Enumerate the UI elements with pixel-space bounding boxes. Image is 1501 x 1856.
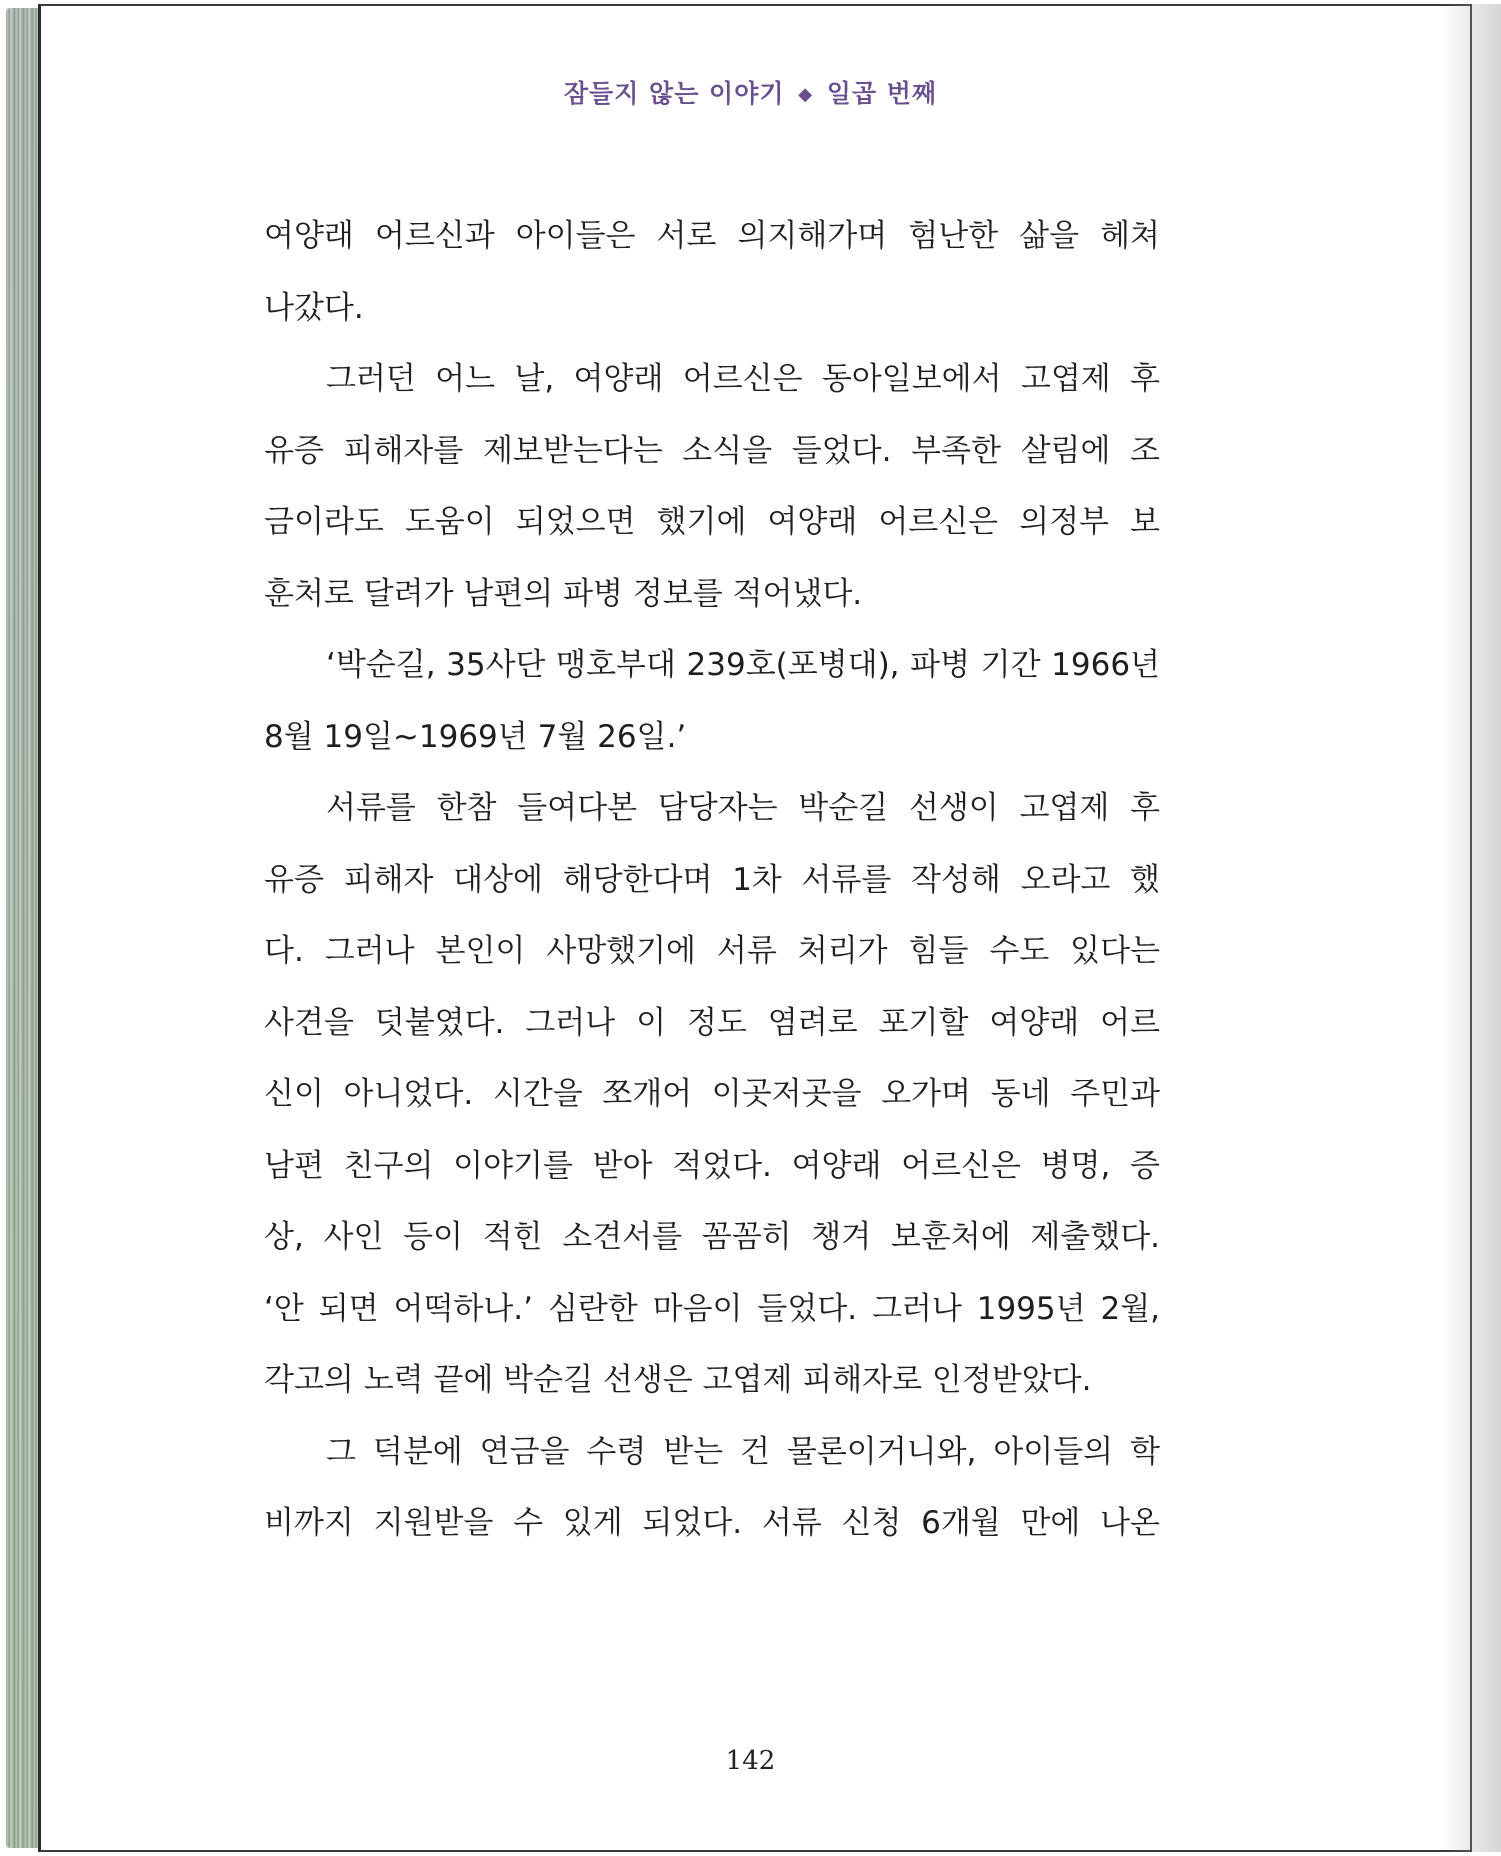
text-line: 상, 사인 등이 적힌 소견서를 꼼꼼히 챙겨 보훈처에 제출했다.	[264, 1219, 1160, 1255]
running-head	[0, 74, 1501, 110]
text-line: 비까지 지원받을 수 있게 되었다. 서류 신청 6개월 만에 나온	[264, 1505, 1160, 1541]
body-text	[264, 206, 1160, 1565]
text-line: 8월 19일~1969년 7월 26일.’	[264, 718, 687, 755]
text-line: 여양래 어르신과 아이들은 서로 의지해가며 험난한 삶을 헤쳐	[264, 218, 1160, 254]
text-line: 각고의 노력 끝에 박순길 선생은 고엽제 피해자로 인정받았다.	[264, 1362, 1092, 1398]
text-line: ‘박순길, 35사단 맹호부대 239호(포병대), 파병 기간 1966년	[326, 647, 1160, 683]
text-line: 유증 피해자를 제보받는다는 소식을 들었다. 부족한 살림에 조	[264, 432, 1160, 469]
text-line: 훈처로 달려가 남편의 파병 정보를 적어냈다.	[264, 575, 863, 612]
text-line: 신이 아니었다. 시간을 쪼개어 이곳저곳을 오가며 동네 주민과	[264, 1076, 1160, 1112]
page-shadow	[1441, 4, 1501, 1852]
text-line: 다. 그러나 본인이 사망했기에 서류 처리가 힘들 수도 있다는	[264, 933, 1160, 969]
text-line: 그 덕분에 연금을 수령 받는 건 물론이거니와, 아이들의 학	[326, 1433, 1160, 1470]
text-line: 금이라도 도움이 되었으면 했기에 여양래 어르신은 의정부 보	[264, 504, 1160, 540]
running-head-volume: 일곱 번째	[826, 79, 938, 108]
text-line: 유증 피해자 대상에 해당한다며 1차 서류를 작성해 오라고 했	[264, 861, 1160, 898]
running-head-title: 잠들지 않는 이야기	[563, 79, 785, 108]
text-line: 사견을 덧붙였다. 그러나 이 정도 염려로 포기할 여양래 어르	[264, 1004, 1160, 1041]
text-line: ‘안 되면 어떡하나.’ 심란한 마음이 들었다. 그러나 1995년 2월,	[264, 1290, 1160, 1327]
page-number: 142	[725, 1746, 776, 1776]
text-line: 남편 친구의 이야기를 받아 적었다. 여양래 어르신은 병명, 증	[264, 1147, 1160, 1184]
text-line: 나갔다.	[264, 289, 364, 326]
diamond-icon: ◆	[798, 84, 814, 105]
text-line: 서류를 한참 들여다본 담당자는 박순길 선생이 고엽제 후	[326, 790, 1160, 826]
text-line: 그러던 어느 날, 여양래 어르신은 동아일보에서 고엽제 후	[326, 361, 1160, 397]
